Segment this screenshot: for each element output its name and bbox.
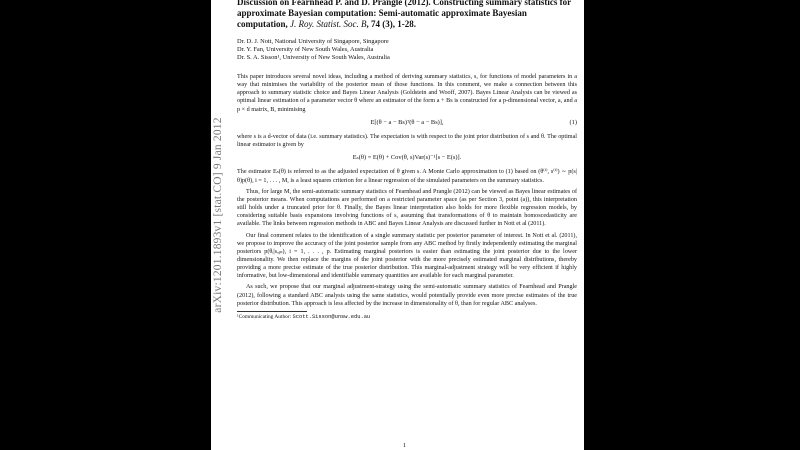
equation-1 bbox=[237, 119, 577, 127]
equation-1-expr: E[(θ − a − Bs)ᵀ(θ − a − Bs)], bbox=[370, 118, 444, 126]
paragraph-proposal: As such, we propose that our marginal adjustment-strategy using the semi-automatic summary statistics of Fearnhead and Prangle (2012), following a standard ABC analysis using the same statistics, would potentially provide even more precise estimates of the true posterior distribution. This approach is less affected by the increase in dimensionality of θ, than for regular ABC analyses. bbox=[237, 284, 577, 307]
footnote-rule bbox=[237, 311, 307, 312]
paragraph-intro: This paper introduces several novel ideas, including a method of deriving summary statistics, s, for functions of model parameters in a way that minimises the variability of the posterior mean of those functions. In this comment, we make a connection between this approach to summary statistic choice and Bayes Linear Analysis (Goldstein and Wooff, 2007). Bayes Linear Analysis can be viewed as optimal linear estimation of a parameter vector θ where an estimator of the form a + Bs is constructed for a p-dimensional vector, a, and a p × d matrix, B, minimising bbox=[237, 74, 577, 113]
paper-title bbox=[237, 0, 579, 31]
arxiv-watermark bbox=[211, 0, 225, 450]
journal-name: J. Roy. Statist. Soc. B bbox=[290, 19, 367, 30]
author-sisson: Dr. S. A. Sisson¹, University of New South Wales, Australia bbox=[237, 54, 390, 62]
paragraph-expectation: where s is a d-vector of data (i.e. summary statistics). The expectation is with respect to the joint prior distribution of s and θ. The optimal linear estimator is given by bbox=[237, 133, 577, 149]
equation-2-expr: Eₛ(θ) = E(θ) + Cov(θ, s)Var(s)⁻¹[s − E(s)]. bbox=[352, 154, 462, 162]
paragraph-semi-automatic: Thus, for large M, the semi-automatic summary statistics of Fearnhead and Prangle (2012) can be viewed as Bayes linear estimates of the posterior means. When computations are performed on a restricted parameter space (as per Section 3, point (a)), this interpretation still holds under a truncated prior for θ. Finally, the Bayes linear interpretation also holds for more flexible regression models, by considering suitable basis expansions involving functions of s, assuming that transformations of θ to maintain homoscedasticity are available. The links between regression methods in ABC and Bayes Linear Analysis are discussed further in Nott et al (2011). bbox=[237, 188, 577, 228]
author-fan: Dr. Y. Fan, University of New South Wales, Australia bbox=[237, 46, 374, 54]
journal-volume: , 74 (3), 1-28. bbox=[366, 19, 417, 30]
footnote bbox=[237, 314, 577, 321]
page-number: 1 bbox=[402, 442, 407, 449]
equation-2 bbox=[237, 154, 577, 162]
equation-1-number: (1) bbox=[569, 118, 577, 126]
author-list bbox=[237, 38, 577, 63]
author-nott: Dr. D. J. Nott, National University of Singapore, Singapore bbox=[237, 38, 389, 45]
title-main: Discussion on Fearnhead P. and D. Prangle (2012). Constructing summary statistics for approximate Bayesian computation: Semi-automatic approximate Bayesian computation, bbox=[237, 0, 572, 30]
footnote-label: ¹Communicating Author: bbox=[237, 313, 293, 320]
body-text bbox=[237, 73, 577, 321]
paper-page bbox=[225, 0, 584, 450]
footnote-email[interactable]: Scott.Sisson@unsw.edu.au bbox=[292, 313, 371, 320]
arxiv-id-text: arXiv:1201.1893v1 [stat.CO] 9 Jan 2012 bbox=[212, 117, 224, 313]
paragraph-estimator: The estimator Eₛ(θ) is referred to as the adjusted expectation of θ given s. A Monte Carlo approximation to (1) based on (θ⁽ⁱ⁾, s⁽ⁱ⁾) ∼ p(s|θ)p(θ), i = 1, . . . , M, is a least squares criterion for a linear regression of the simulated parameters on the summary statistics. bbox=[237, 169, 577, 184]
paragraph-final-comment: Our final comment relates to the identification of a single summary statistic per posterior parameter of interest. In Nott et al. (2011), we propose to improve the accuracy of the joint posterior sample from any ABC method by firstly independently estimating the marginal posteriors p(θᵢ|sₒᵦₛ), i = 1, . . . , p. Estimating marginal posteriors is easier than estimating the joint posterior due to the lower dimensionality. We then replace the margins of the joint posterior with the more precisely estimated marginal distributions, thereby providing a more precise estimate of the true posterior distribution. This marginal-adjustment strategy will be very efficient if highly informative, but low-dimensional and identifiable summary quantities are available for each marginal parameter. bbox=[237, 232, 577, 280]
